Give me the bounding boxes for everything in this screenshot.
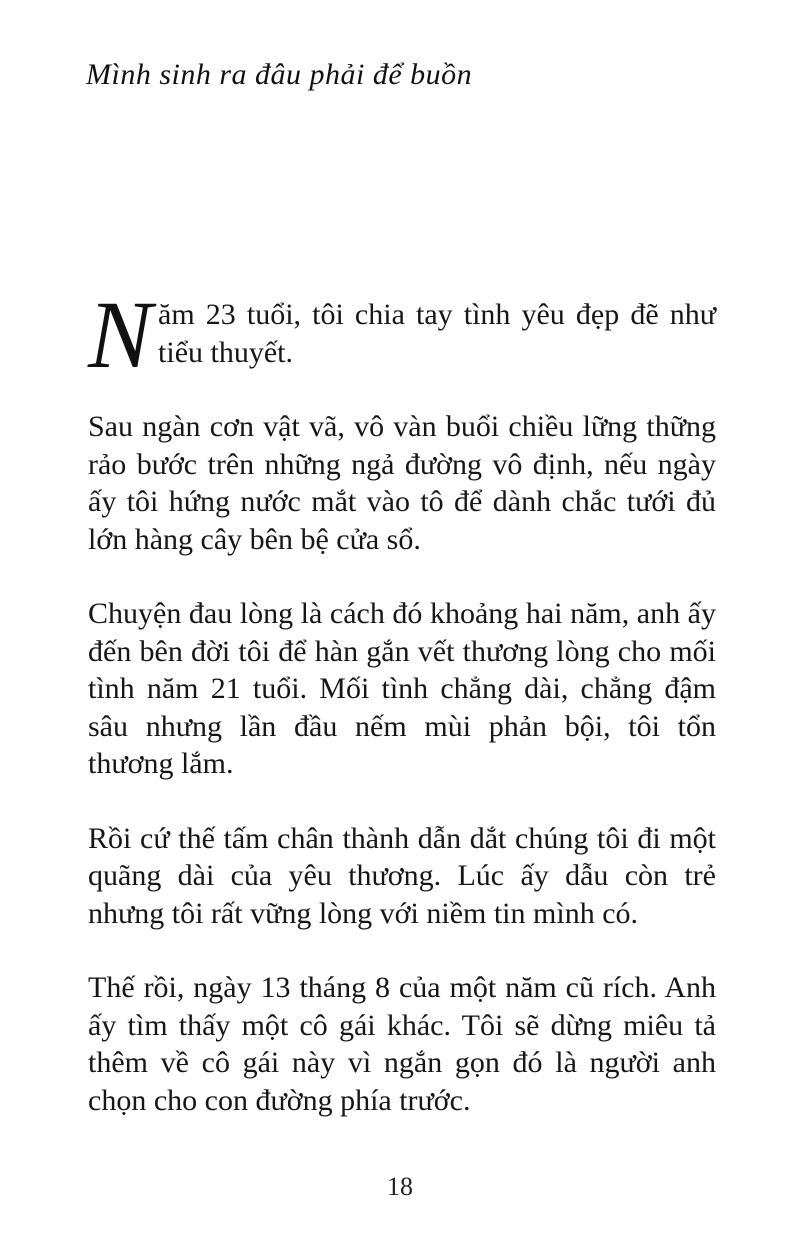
paragraph-4: Rồi cứ thế tấm chân thành dẫn dắt chúng tôi đi một quãng dài của yêu thương. Lúc ấy dẫu còn trẻ nhưng tôi rất vững lòng với niềm tin mình có. — [88, 821, 716, 930]
drop-cap: N — [88, 281, 153, 388]
paragraph-1 — [88, 281, 716, 388]
page-number: 18 — [387, 1172, 413, 1201]
running-head-title: Mình sinh ra đâu phải để buồn — [86, 58, 473, 91]
paragraph-5: Thế rồi, ngày 13 tháng 8 của một năm cũ rích. Anh ấy tìm thấy một cô gái khác. Tôi sẽ dừng miêu tả thêm về cô gái này vì ngắn gọn đó là người anh chọn cho con đường phía trước. — [88, 971, 716, 1117]
paragraph-1-text: ăm 23 tuổi, tôi chia tay tình yêu đẹp đẽ như tiểu thuyết. — [158, 298, 716, 369]
body-text — [88, 281, 716, 1119]
paragraph-2: Sau ngàn cơn vật vã, vô vàn buổi chiều lững thững rảo bước trên những ngả đường vô định, nếu ngày ấy tôi hứng nước mắt vào tô để dành chắc tưới đủ lớn hàng cây bên bệ cửa sổ. — [88, 410, 716, 556]
paragraph-3: Chuyện đau lòng là cách đó khoảng hai năm, anh ấy đến bên đời tôi để hàn gắn vết thương lòng cho mối tình năm 21 tuổi. Mối tình chẳng dài, chẳng đậm sâu nhưng lần đầu nếm mùi phản bội, tôi tổn thương lắm. — [88, 597, 716, 780]
